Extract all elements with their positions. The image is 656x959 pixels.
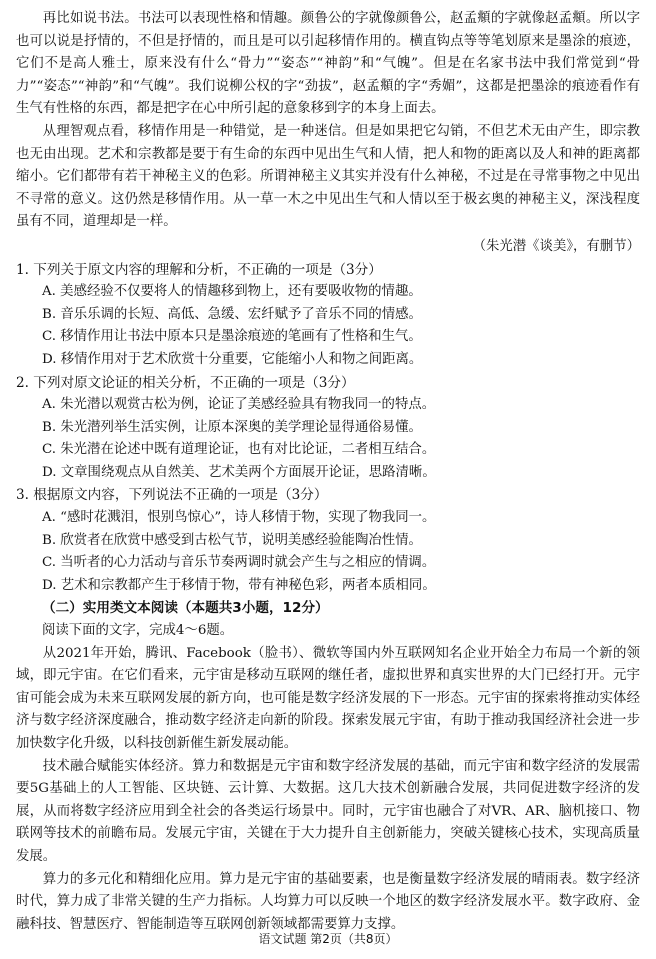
- question-2: [16, 372, 640, 485]
- question-stem: 1. 下列关于原文内容的理解和分析，不正确的一项是（3分）: [16, 261, 382, 278]
- passage-citation: （朱光潜《谈美》，有删节）: [472, 238, 640, 254]
- section2-paragraph-2: 技术融合赋能实体经济。算力和数据是元宇宙和数字经济发展的基础，而元宇宙和数字经济的发展需要5G基础上的人工智能、区块链、云计算、大数据。这几大技术创新融合发展，共同促进数字经济的发展，从而将数字经济应用到全社会的各类运行场景中。同时，元宇宙也融合了对VR、AR、脑机接口、物联网等技术的前瞻布局。发展元宇宙，关键在于大力提升自主创新能力，突破关键核心技术，实现高质量发展。: [16, 758, 640, 864]
- passage-paragraph-2: 从理智观点看，移情作用是一种错觉，是一种迷信。但是如果把它勾销，不但艺术无由产生，即宗教也无由出现。艺术和宗教都是要于有生命的东西中见出生气和人情，把人和物的距离以及人和神的距离都缩小。它们都带有若干神秘主义的色彩。所谓神秘主义其实并没有什么神秘，不过是在寻常事物之中见出不寻常的意义。这仍然是移情作用。从一草一木之中见出生气和人情以至于极玄奥的神秘主义，深浅程度虽有不同，道理却是一样。: [16, 123, 640, 230]
- question-1: [16, 259, 640, 372]
- option-b: B. 欣赏者在欣赏中感受到古松气节，说明美感经验能陶冶性情。: [42, 532, 422, 548]
- section-instruction: 阅读下面的文字，完成4～6题。: [42, 623, 234, 639]
- section2-paragraph-3: 算力的多元化和精细化应用。算力是元宇宙的基础要素，也是衡量数字经济发展的晴雨表。数字经济时代，算力成了非常关键的生产力指标。人均算力可以反映一个地区的数字经济发展水平。数字政府、金融科技、智慧医疗、智能制造等互联网创新领域都需要算力支撑。: [16, 871, 640, 932]
- page-footer: 语文试题 第2页（共8页）: [258, 932, 398, 946]
- option-d: D. 移情作用对于艺术欣赏十分重要，它能缩小人和物之间距离。: [42, 351, 423, 367]
- option-c: C. 当听者的心力活动与音乐节奏两调时就会产生与之相应的情调。: [42, 555, 436, 571]
- option-b: B. 朱光潜列举生活实例，让原本深奥的美学理论显得通俗易懂。: [42, 419, 422, 435]
- section-heading: （二）实用类文本阅读（本题共3小题，12分）: [42, 600, 329, 617]
- option-c: C. 移情作用让书法中原本只是墨涂痕迹的笔画有了性格和生气。: [42, 329, 422, 345]
- question-stem: 3. 根据原文内容，下列说法不正确的一项是（3分）: [16, 487, 328, 504]
- question-stem: 2. 下列对原文论证的相关分析，不正确的一项是（3分）: [16, 374, 355, 391]
- option-a: A. “感时花溅泪，恨别鸟惊心”，诗人移情于物，实现了物我同一。: [42, 510, 436, 526]
- passage-paragraph-1: 再比如说书法。书法可以表现性格和情趣。颜鲁公的字就像颜鲁公，赵孟頫的字就像赵孟頫。所以字也可以说是抒情的，不但是抒情的，而且是可以引起移情作用的。横直钩点等等笔划原来是墨涂的痕迹，它们不是高人雅士，原来没有什么“骨力”“姿态”“神韵”和“气魄”。但是在名家书法中我们常觉到“骨力”“姿态”“神韵”和“气魄”。我们说柳公权的字“劲拔”，赵孟頫的字“秀媚”，这都是把墨涂的痕迹看作有生气有性格的东西，都是把字在心中所引起的意象移到字的本身上面去。: [16, 11, 640, 117]
- option-b: B. 音乐乐调的长短、高低、急缓、宏纤赋予了音乐不同的情感。: [42, 306, 422, 322]
- section2-paragraph-1: 从2021年开始，腾讯、Facebook（脸书）、微软等国内外互联网知名企业开始全力布局一个新的领域，即元宇宙。在它们看来，元宇宙是移动互联网的继任者，虚拟世界和真实世界的大门已经打开。元宇宙可能会成为未来互联网发展的新方向，也可能是数字经济发展的下一形态。元宇宙的探索将推动实体经济与数字经济深度融合，推动数字经济走向新的阶段。探索发展元宇宙，有助于推动我国经济社会进一步加快数字化升级，以科技创新催生新发展动能。: [16, 645, 640, 751]
- option-a: A. 美感经验不仅要将人的情趣移到物上，还有要吸收物的情趣。: [42, 284, 422, 300]
- option-a: A. 朱光潜以观赏古松为例，论证了美感经验具有物我同一的特点。: [42, 397, 436, 413]
- option-d: D. 文章围绕观点从自然美、艺术美两个方面展开论证，思路清晰。: [42, 464, 436, 480]
- option-d: D. 艺术和宗教都产生于移情于物，带有神秘色彩，两者本质相同。: [42, 577, 436, 593]
- question-3: [16, 484, 640, 597]
- option-c: C. 朱光潜在论述中既有道理论证，也有对比论证，二者相互结合。: [42, 442, 436, 458]
- exam-page: [16, 8, 640, 936]
